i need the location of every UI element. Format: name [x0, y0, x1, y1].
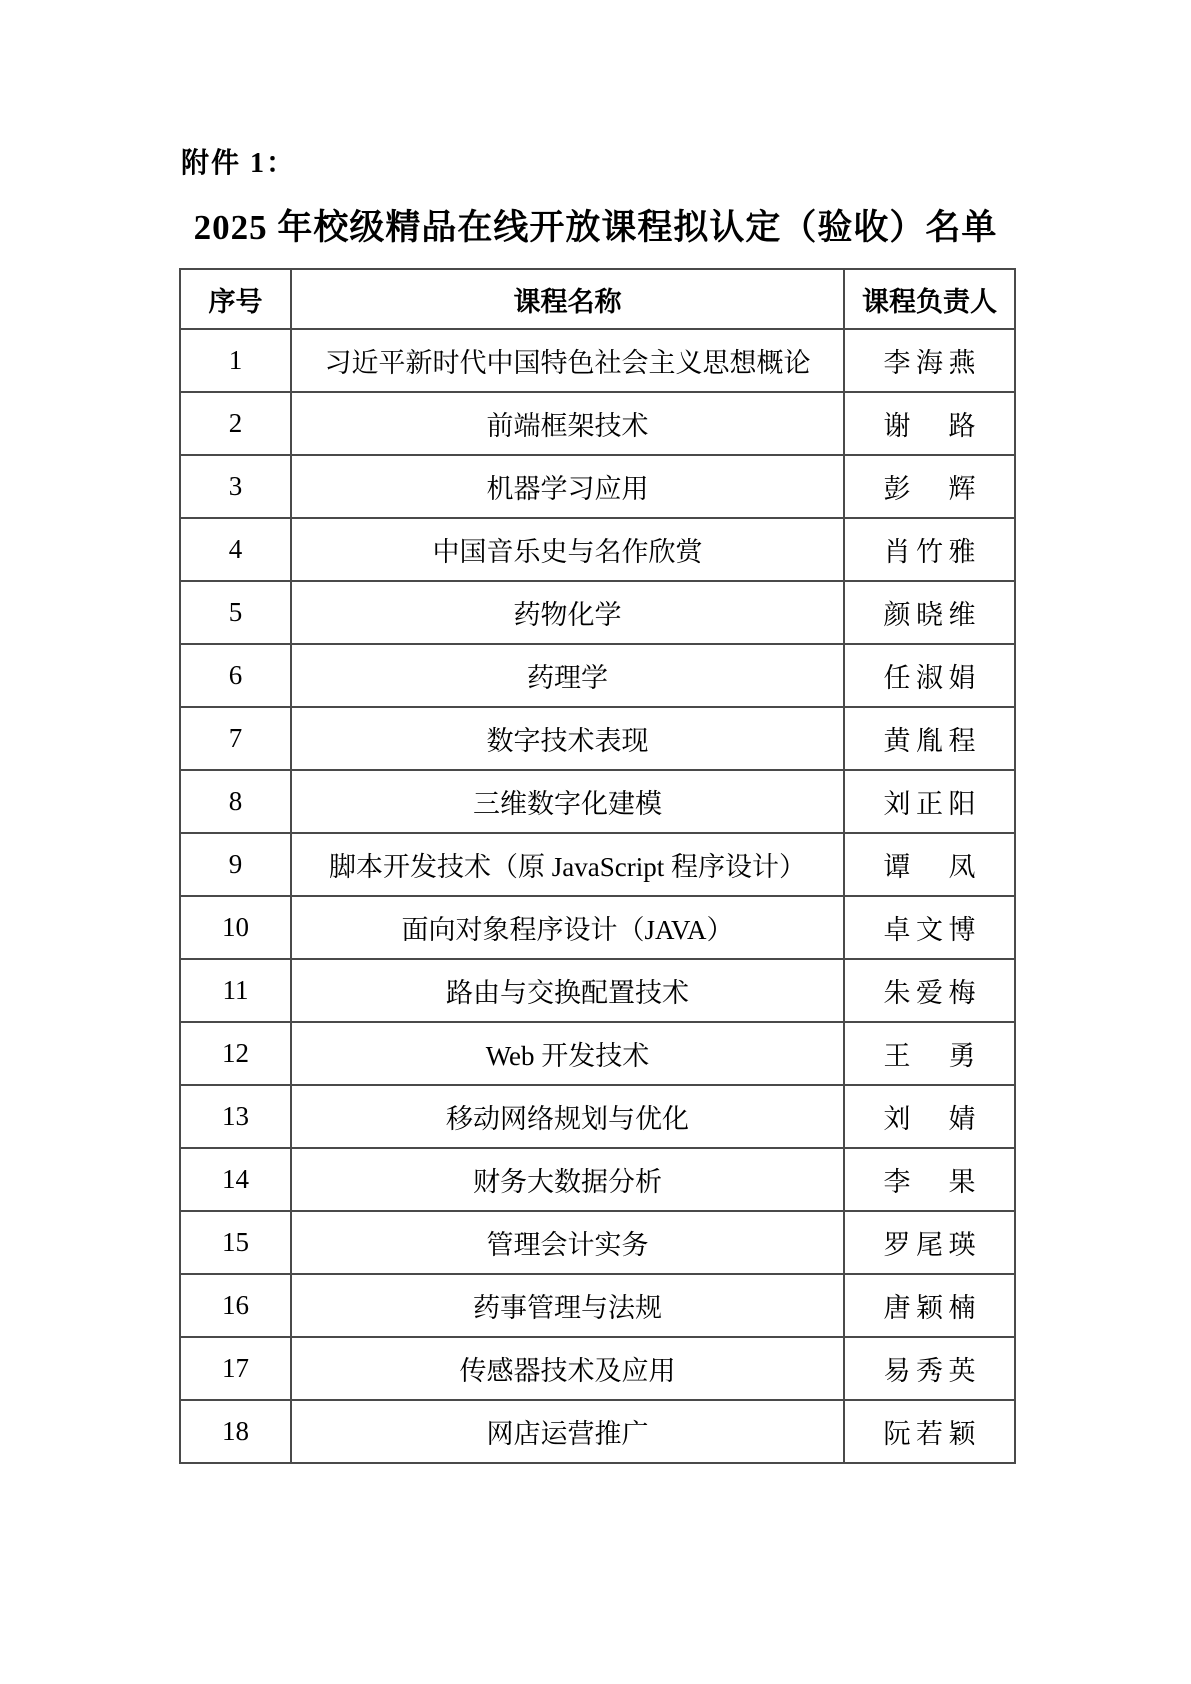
course-name-cell: 网店运营推广: [291, 1400, 844, 1463]
table-row: [180, 518, 1015, 581]
row-number-cell: 14: [180, 1148, 291, 1211]
leader-name-cell: [844, 1274, 1015, 1337]
course-name-cell: 面向对象程序设计（JAVA）: [291, 896, 844, 959]
leader-name: 王 勇: [883, 1041, 976, 1071]
row-number-cell: 5: [180, 581, 291, 644]
row-number-cell: 12: [180, 1022, 291, 1085]
course-name-cell: 传感器技术及应用: [291, 1337, 844, 1400]
page-title: 2025 年校级精品在线开放课程拟认定（验收）名单: [193, 208, 998, 247]
row-number-cell: 10: [180, 896, 291, 959]
leader-name-cell: [844, 518, 1015, 581]
row-number-cell: 8: [180, 770, 291, 833]
leader-name: 唐颖楠: [883, 1293, 976, 1323]
leader-name-cell: [844, 896, 1015, 959]
table-row: [180, 1274, 1015, 1337]
leader-name: 彭 辉: [883, 474, 976, 504]
course-name-cell: 脚本开发技术（原 JavaScript 程序设计）: [291, 833, 844, 896]
leader-name: 颜晓维: [883, 600, 976, 630]
row-number-cell: 2: [180, 392, 291, 455]
leader-name-cell: [844, 770, 1015, 833]
leader-name-cell: [844, 1148, 1015, 1211]
row-number-cell: 4: [180, 518, 291, 581]
leader-name: 黄胤程: [883, 726, 976, 756]
leader-name-cell: [844, 1022, 1015, 1085]
row-number-cell: 6: [180, 644, 291, 707]
course-name-cell: 机器学习应用: [291, 455, 844, 518]
row-number-cell: 1: [180, 329, 291, 392]
table-row: [180, 1211, 1015, 1274]
leader-name: 卓文博: [883, 915, 976, 945]
leader-name: 易秀英: [883, 1356, 976, 1386]
table-header-row: [180, 269, 1015, 329]
table-row: [180, 1022, 1015, 1085]
leader-name-cell: [844, 707, 1015, 770]
table-row: [180, 329, 1015, 392]
column-header-leader: 课程负责人: [844, 269, 1015, 329]
course-name-cell: 数字技术表现: [291, 707, 844, 770]
leader-name: 任淑娟: [883, 663, 976, 693]
column-header-index: 序号: [180, 269, 291, 329]
course-name-cell: Web 开发技术: [291, 1022, 844, 1085]
leader-name: 谢 路: [883, 411, 976, 441]
row-number-cell: 11: [180, 959, 291, 1022]
course-name-cell: 习近平新时代中国特色社会主义思想概论: [291, 329, 844, 392]
course-name-cell: 药理学: [291, 644, 844, 707]
leader-name: 李 果: [883, 1167, 976, 1197]
leader-name-cell: [844, 1400, 1015, 1463]
leader-name-cell: [844, 644, 1015, 707]
course-name-cell: 路由与交换配置技术: [291, 959, 844, 1022]
leader-name-cell: [844, 581, 1015, 644]
table-row: [180, 833, 1015, 896]
leader-name: 刘 婧: [883, 1104, 976, 1134]
leader-name-cell: [844, 1337, 1015, 1400]
leader-name: 谭 凤: [883, 852, 976, 882]
row-number-cell: 9: [180, 833, 291, 896]
leader-name: 李海燕: [883, 348, 976, 378]
row-number-cell: 18: [180, 1400, 291, 1463]
row-number-cell: 3: [180, 455, 291, 518]
table-row: [180, 644, 1015, 707]
table-row: [180, 1085, 1015, 1148]
leader-name-cell: [844, 392, 1015, 455]
leader-name: 刘正阳: [883, 789, 976, 819]
table-row: [180, 392, 1015, 455]
row-number-cell: 15: [180, 1211, 291, 1274]
row-number-cell: 7: [180, 707, 291, 770]
table-row: [180, 1400, 1015, 1463]
table-body: [180, 329, 1015, 1463]
course-name-cell: 药物化学: [291, 581, 844, 644]
leader-name: 朱爱梅: [883, 978, 976, 1008]
course-name-cell: 三维数字化建模: [291, 770, 844, 833]
leader-name: 罗尾瑛: [883, 1230, 976, 1260]
course-name-cell: 管理会计实务: [291, 1211, 844, 1274]
leader-name-cell: [844, 1085, 1015, 1148]
table-row: [180, 455, 1015, 518]
course-table: [179, 268, 1016, 1464]
table-row: [180, 707, 1015, 770]
row-number-cell: 16: [180, 1274, 291, 1337]
leader-name-cell: [844, 1211, 1015, 1274]
column-header-course: 课程名称: [291, 269, 844, 329]
row-number-cell: 13: [180, 1085, 291, 1148]
course-name-cell: 前端框架技术: [291, 392, 844, 455]
course-name-cell: 中国音乐史与名作欣赏: [291, 518, 844, 581]
leader-name-cell: [844, 329, 1015, 392]
table-row: [180, 1337, 1015, 1400]
table-row: [180, 770, 1015, 833]
attachment-label: 附件 1：: [181, 148, 297, 179]
table-row: [180, 959, 1015, 1022]
table-row: [180, 581, 1015, 644]
leader-name-cell: [844, 455, 1015, 518]
course-name-cell: 药事管理与法规: [291, 1274, 844, 1337]
course-name-cell: 移动网络规划与优化: [291, 1085, 844, 1148]
leader-name-cell: [844, 833, 1015, 896]
leader-name: 肖竹雅: [883, 537, 976, 567]
table-row: [180, 896, 1015, 959]
table-row: [180, 1148, 1015, 1211]
course-name-cell: 财务大数据分析: [291, 1148, 844, 1211]
row-number-cell: 17: [180, 1337, 291, 1400]
leader-name: 阮若颖: [883, 1419, 976, 1449]
leader-name-cell: [844, 959, 1015, 1022]
